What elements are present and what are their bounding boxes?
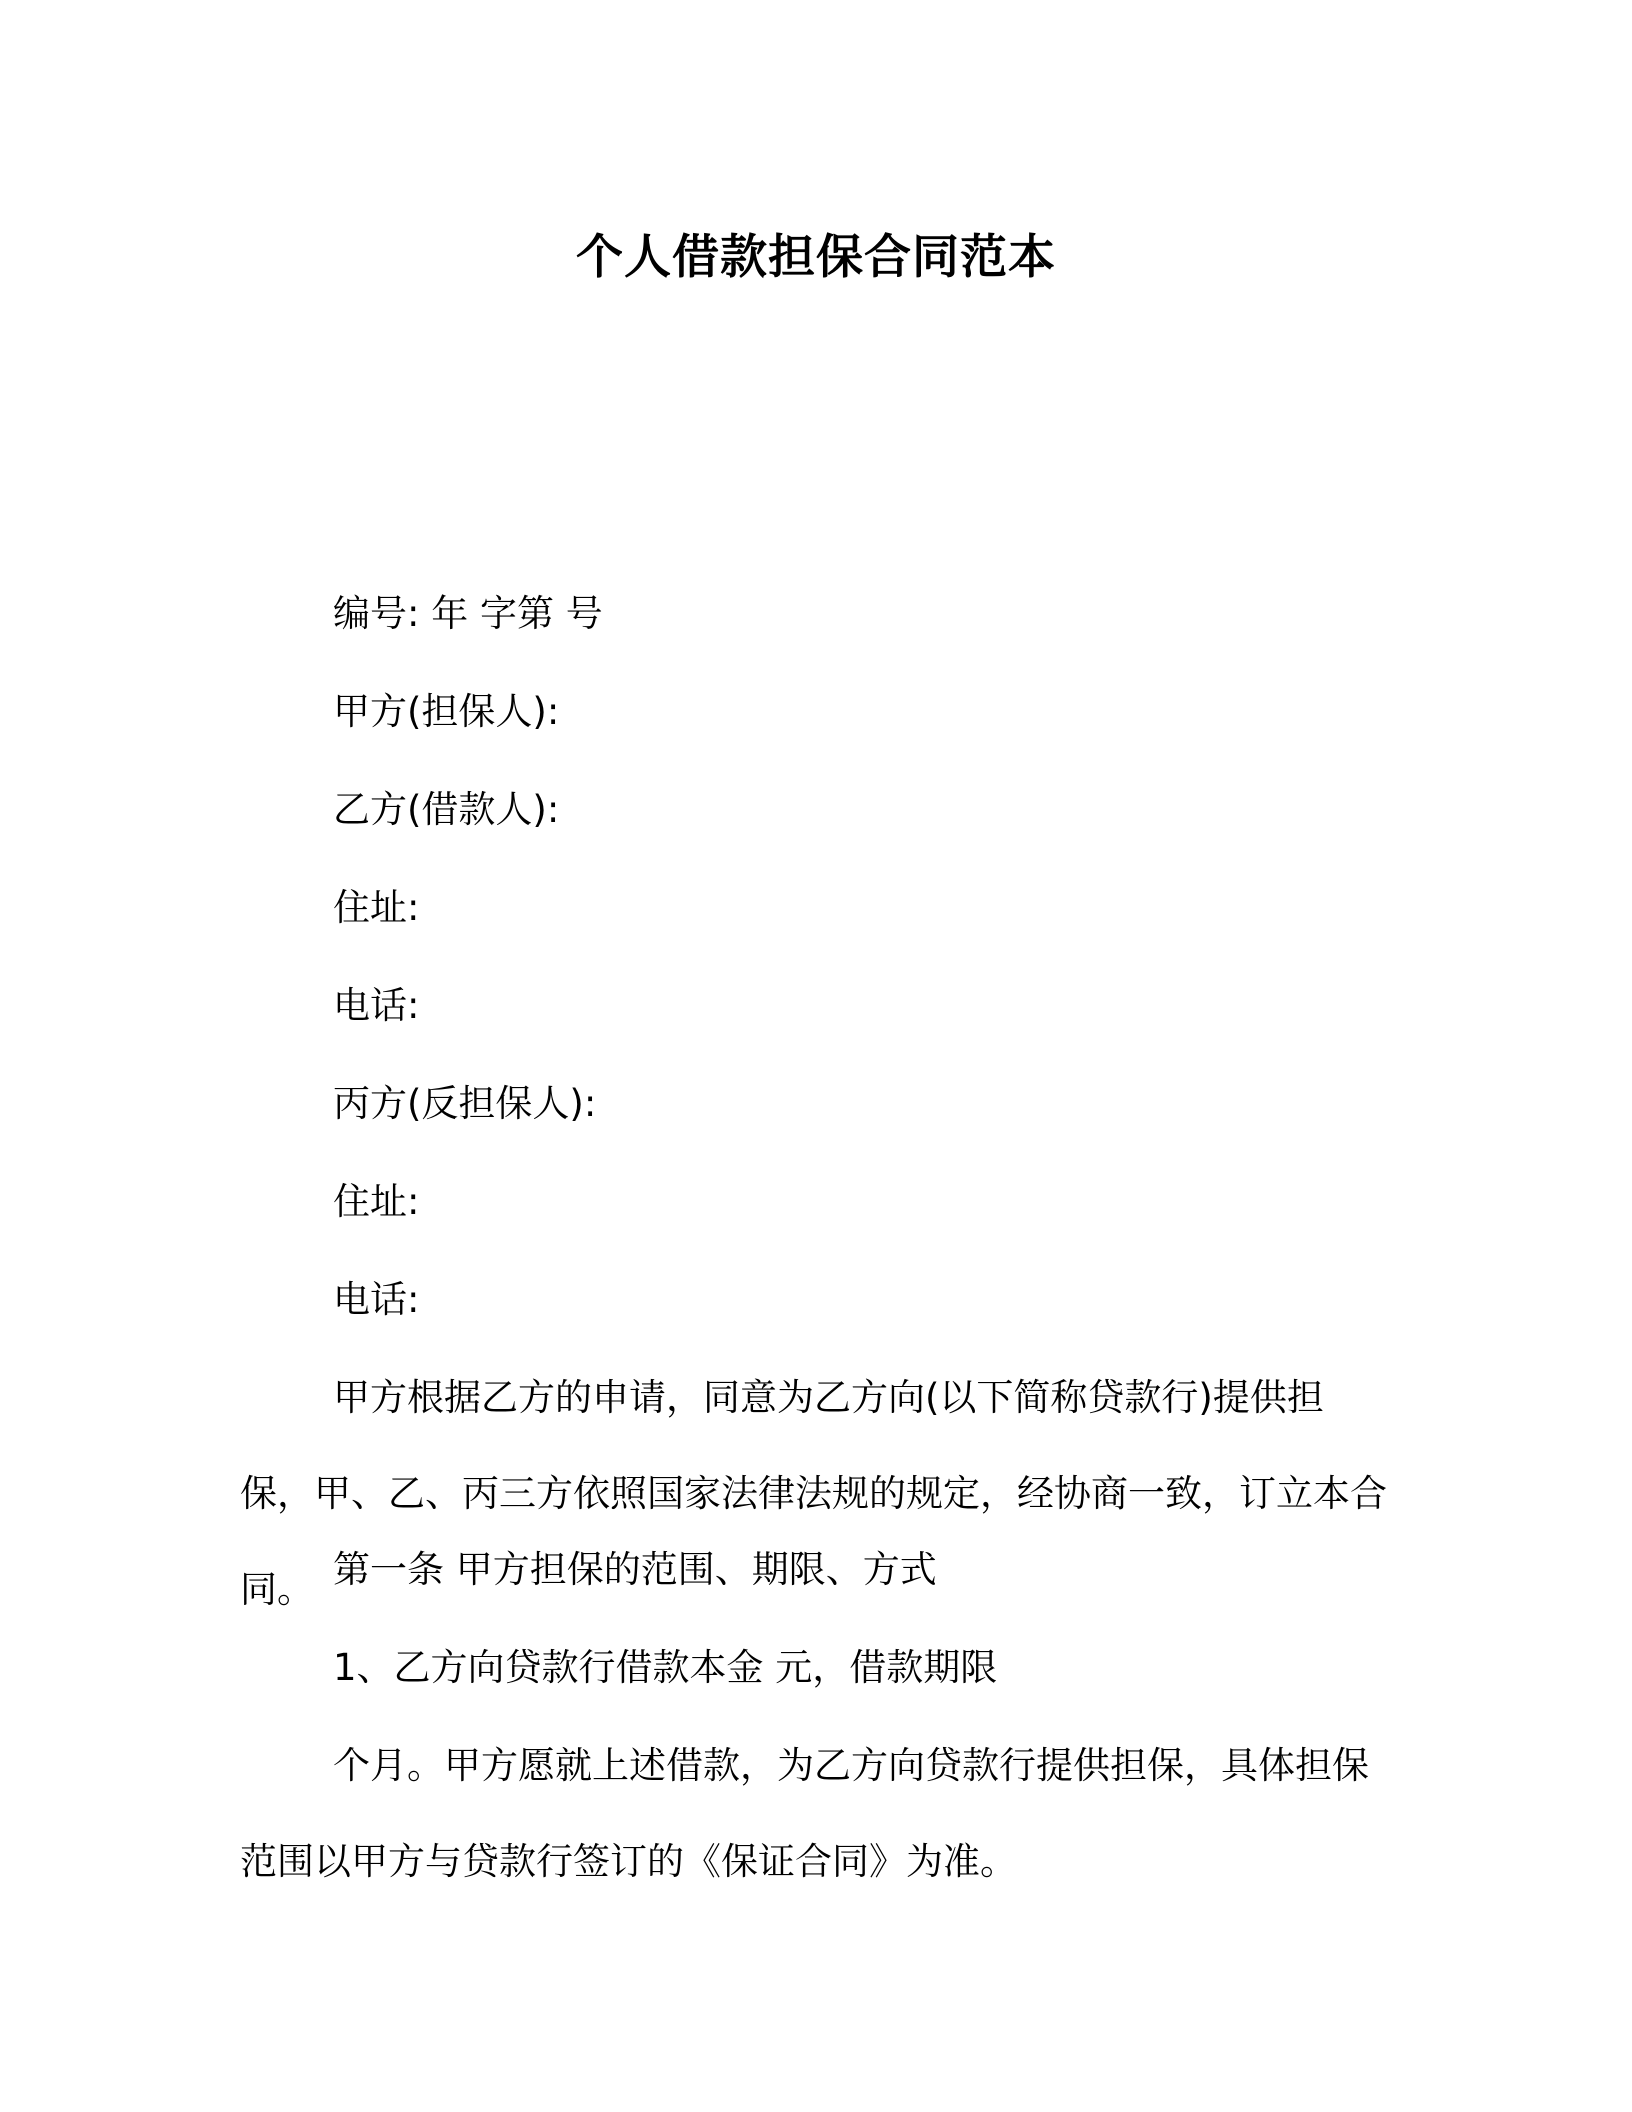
clause-1-continuation: 个月。甲方愿就上述借款，为乙方向贷款行提供担保，具体担保范围以甲方与贷款行签订的《保证合同》为准。 [240,1744,1369,1883]
intro-paragraph: 甲方根据乙方的申请，同意为乙方向(以下简称贷款行)提供担保，甲、乙、丙三方依照国家法律法规的规定，经协商一致，订立本合同。 [240,1376,1387,1611]
party-b-borrower-field: 乙方(借款人): [333,788,560,831]
party-b-address-field: 住址: [333,886,420,929]
contract-number-field: 编号: 年 字第 号 [333,592,603,635]
article-1-heading: 第一条 甲方担保的范围、期限、方式 [333,1548,937,1591]
party-c-counter-guarantor-field: 丙方(反担保人): [333,1082,597,1125]
party-c-phone-field: 电话: [333,1278,420,1321]
party-a-guarantor-field: 甲方(担保人): [333,690,560,733]
document-title: 个人借款担保合同范本 [576,230,1056,285]
party-c-address-field: 住址: [333,1180,420,1223]
clause-1-line: 1、乙方向贷款行借款本金 元，借款期限 [333,1646,998,1689]
party-b-phone-field: 电话: [333,984,420,1027]
